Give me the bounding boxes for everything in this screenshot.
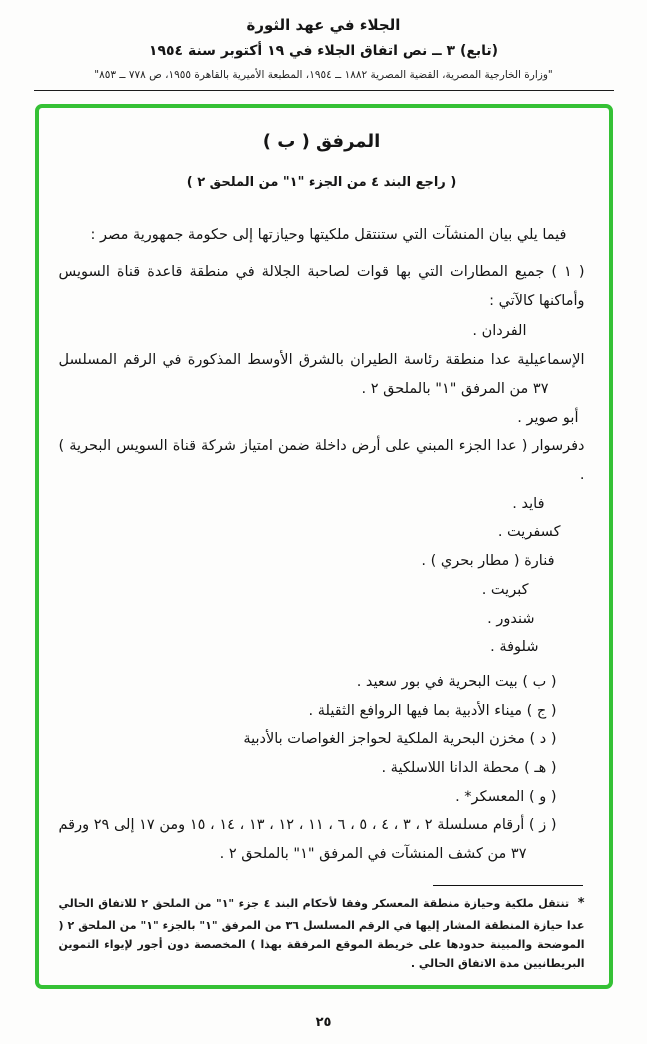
footnote-marker: * (577, 895, 585, 911)
list-item (59, 783, 585, 812)
item-marker: ( ب ) (522, 673, 557, 690)
airfield-list (59, 317, 585, 661)
airfield-item: الإسماعيلية عدا منطقة رئاسة الطيران بالشرق الأوسط المذكورة في الرقم المسلسل ٣٧ من المرفق "١" بالملحق ٢ . (58, 352, 585, 397)
airfield-item: الفردان . (472, 323, 527, 340)
airfield-item: شندور . (487, 610, 535, 627)
section-heading: (تابع) ٣ ــ نص اتفاق الجلاء في ١٩ أكتوبر سنة ١٩٥٤ (148, 43, 499, 59)
header-rule (34, 90, 614, 91)
clause-1 (59, 258, 585, 315)
list-item (59, 697, 585, 726)
item-marker: ( ز ) (528, 817, 557, 834)
airfield-item: كبريت . (481, 581, 529, 598)
page-number: ٢٥ (315, 1015, 332, 1030)
item-text: بيت البحرية في بور سعيد . (356, 673, 518, 690)
intro-paragraph: فيما يلي بيان المنشآت التي ستنتقل ملكيتها وحيازتها إلى حكومة جمهورية مصر : (90, 227, 567, 244)
list-item (59, 754, 585, 783)
footnote (59, 893, 585, 974)
footnote-separator (433, 885, 583, 886)
airfield-item: أبو صوير . (517, 409, 579, 426)
airfield-item: فنارة ( مطار بحري ) . (421, 553, 555, 570)
source-citation: "وزارة الخارجية المصرية، القضية المصرية ١٨٨٢ ــ ١٩٥٤، المطبعة الأميرية بالقاهرة ١٩٥٥، ص ٧٧٨ ــ ٨٥٣" (94, 69, 553, 81)
item-marker: ( ج ) (526, 702, 557, 719)
lettered-list (59, 668, 585, 869)
list-item (59, 668, 585, 697)
airfield-item: كسفريت . (497, 524, 561, 541)
annex-box (35, 104, 613, 989)
item-text: أرقام مسلسلة ٢ ، ٣ ، ٤ ، ٥ ، ٦ ، ١١ ، ١٢ ، ١٣ ، ١٤ ، ١٥ ومن ١٧ إلى ٢٩ ورقم ٣٧ من كشف المنشآت في المرفق "١" بالملحق ٢ . (58, 817, 527, 863)
clause-1-marker: ( ١ ) (551, 264, 585, 281)
airfield-item: دفرسوار ( عدا الجزء المبني على أرض داخلة ضمن امتياز شركة قناة السويس البحرية ) . (58, 438, 585, 483)
annex-title: المرفق ( ب ) (262, 131, 381, 152)
list-item (59, 725, 585, 754)
list-item (59, 811, 585, 868)
airfield-item: فايد . (512, 495, 545, 512)
item-text: ميناء الأدبية بما فيها الروافع الثقيلة . (308, 702, 522, 719)
page-header (0, 16, 647, 91)
footnote-text: تنتقل ملكية وحيازة منطقة المعسكر وفقا لأحكام البند ٤ جزء "١" من الملحق ٢ للاتفاق الحالي عدا حيازة المنطقة المشار إليها في الرقم المسلسل ٣٦ من المرفق "١" بالجزء "١" من الملحق ٢ ( الموضحة والمبينة حدودها على خريطة الموقع المرفقة بهذا ) المخصصة دون أجور لإيواء التموين البريطانيين مدة الاتفاق الحالي . (58, 896, 585, 971)
item-text: المعسكر* . (455, 788, 525, 805)
annex-reference: ( راجع البند ٤ من الجزء "١" من الملحق ٢ ) (186, 174, 457, 190)
item-text: محطة الدانا اللاسلكية . (381, 760, 520, 777)
item-marker: ( و ) (528, 788, 557, 805)
item-marker: ( د ) (529, 731, 557, 748)
clause-1-text: جميع المطارات التي بها قوات لصاحبة الجلالة في منطقة قاعدة قناة السويس وأماكنها كالآتي : (58, 264, 585, 309)
item-text: مخزن البحرية الملكية لحواجز الغواصات بالأدبية (243, 731, 525, 748)
airfield-item: شلوفة . (490, 639, 539, 656)
item-marker: ( هـ ) (524, 760, 557, 777)
book-title: الجلاء في عهد الثورة (246, 16, 401, 34)
